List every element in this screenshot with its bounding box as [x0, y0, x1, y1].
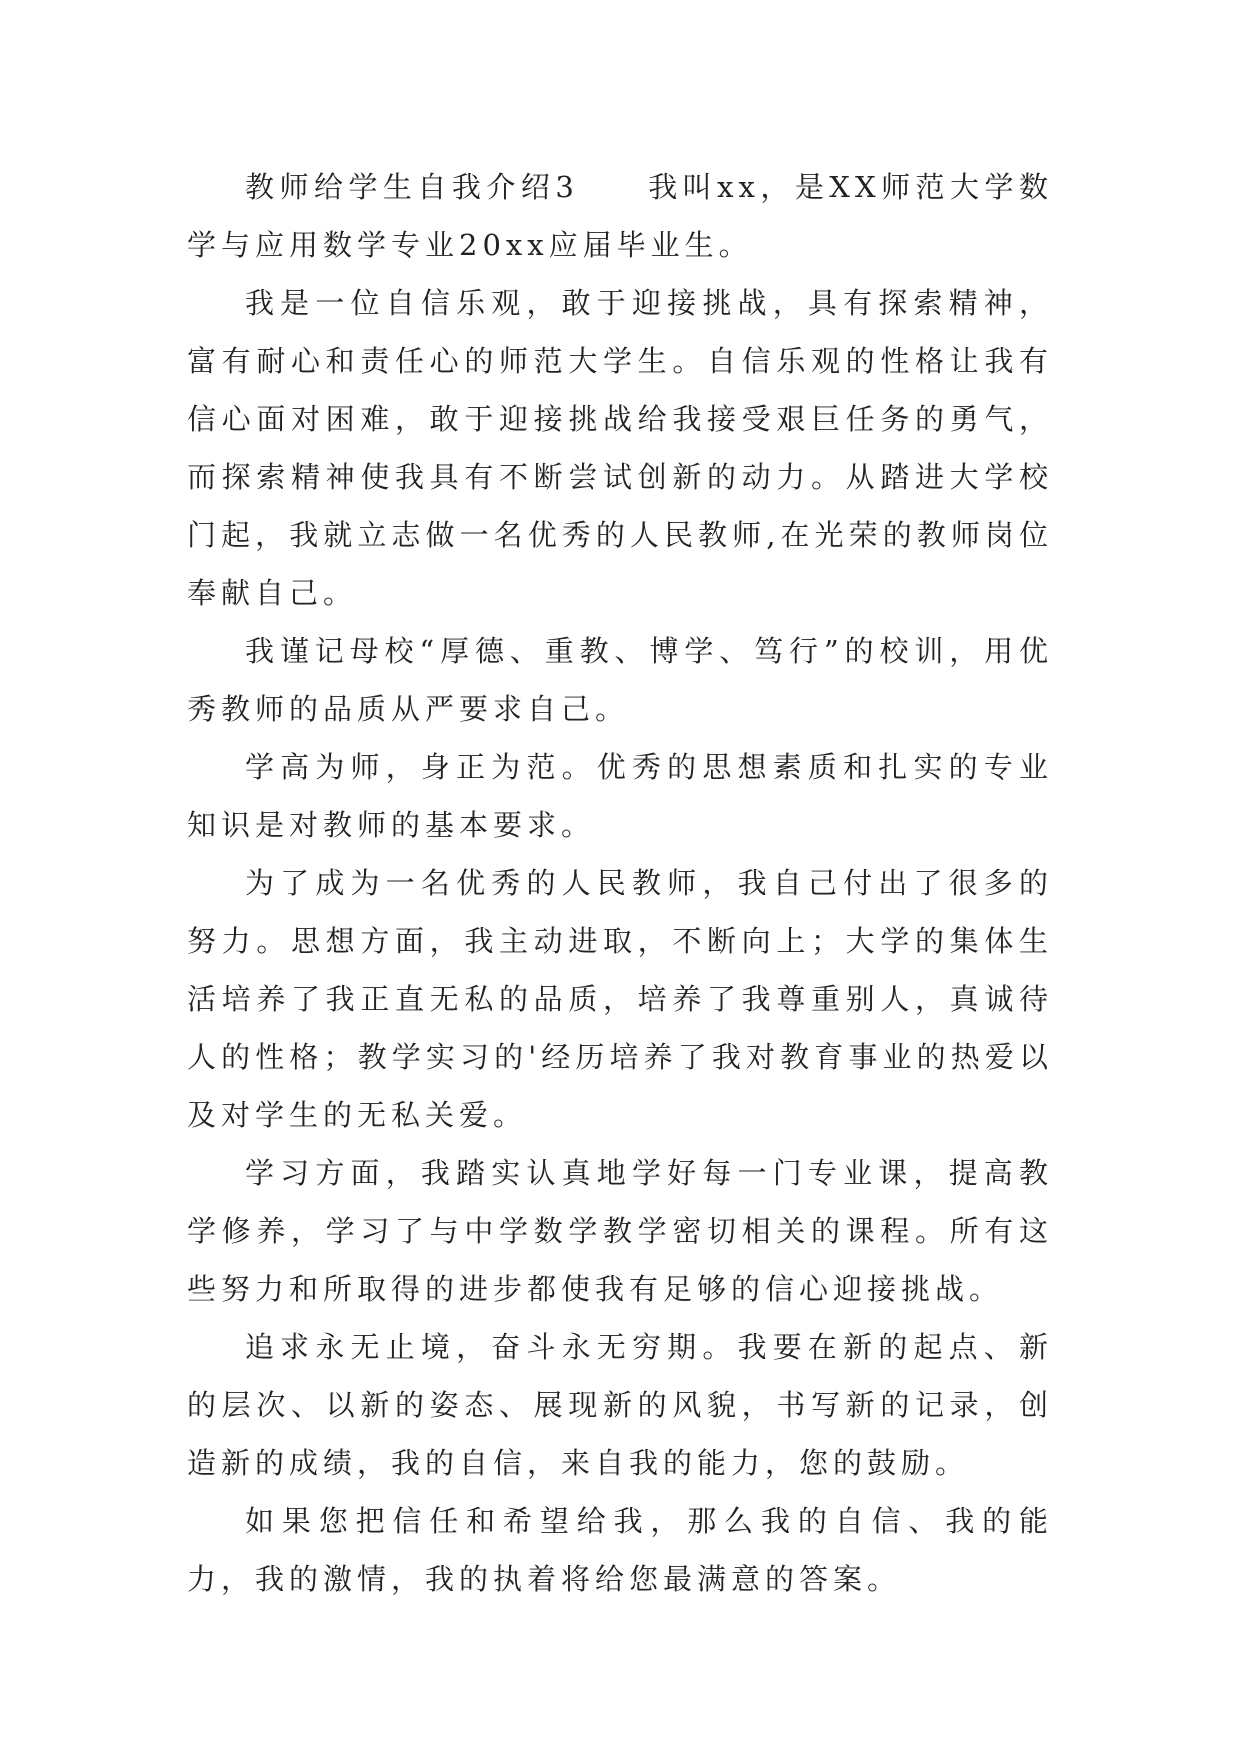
paragraph-personality: 我是一位自信乐观，敢于迎接挑战，具有探索精神，富有耐心和责任心的师范大学生。自信乐观的性格让我有信心面对困难，敢于迎接挑战给我接受艰巨任务的勇气，而探索精神使我具有不断尝试创新的动力。从踏进大学校门起，我就立志做一名优秀的人民教师,在光荣的教师岗位奉献自己。	[187, 286, 1053, 610]
paragraph-closing: 如果您把信任和希望给我，那么我的自信、我的能力，我的激情，我的执着将给您最满意的答案。	[187, 1504, 1053, 1596]
paragraph-school-motto: 我谨记母校“厚德、重教、博学、笃行”的校训，用优秀教师的品质从严要求自己。	[187, 634, 1053, 726]
paragraph-intro: 教师给学生自我介绍3 我叫xx，是XX师范大学数学与应用数学专业20xx应届毕业生。	[187, 170, 1053, 262]
paragraph-study: 学习方面，我踏实认真地学好每一门专业课，提高教学修养，学习了与中学数学教学密切相关的课程。所有这些努力和所取得的进步都使我有足够的信心迎接挑战。	[187, 1156, 1053, 1306]
paragraph-teacher-requirements: 学高为师，身正为范。优秀的思想素质和扎实的专业知识是对教师的基本要求。	[187, 750, 1053, 842]
document-body	[187, 158, 1053, 1608]
paragraph-efforts: 为了成为一名优秀的人民教师，我自己付出了很多的努力。思想方面，我主动进取，不断向上；大学的集体生活培养了我正直无私的品质，培养了我尊重别人，真诚待人的性格；教学实习的'经历培养了我对教育事业的热爱以及对学生的无私关爱。	[187, 866, 1053, 1132]
paragraph-pursuit: 追求永无止境，奋斗永无穷期。我要在新的起点、新的层次、以新的姿态、展现新的风貌，书写新的记录，创造新的成绩，我的自信，来自我的能力，您的鼓励。	[187, 1330, 1053, 1480]
